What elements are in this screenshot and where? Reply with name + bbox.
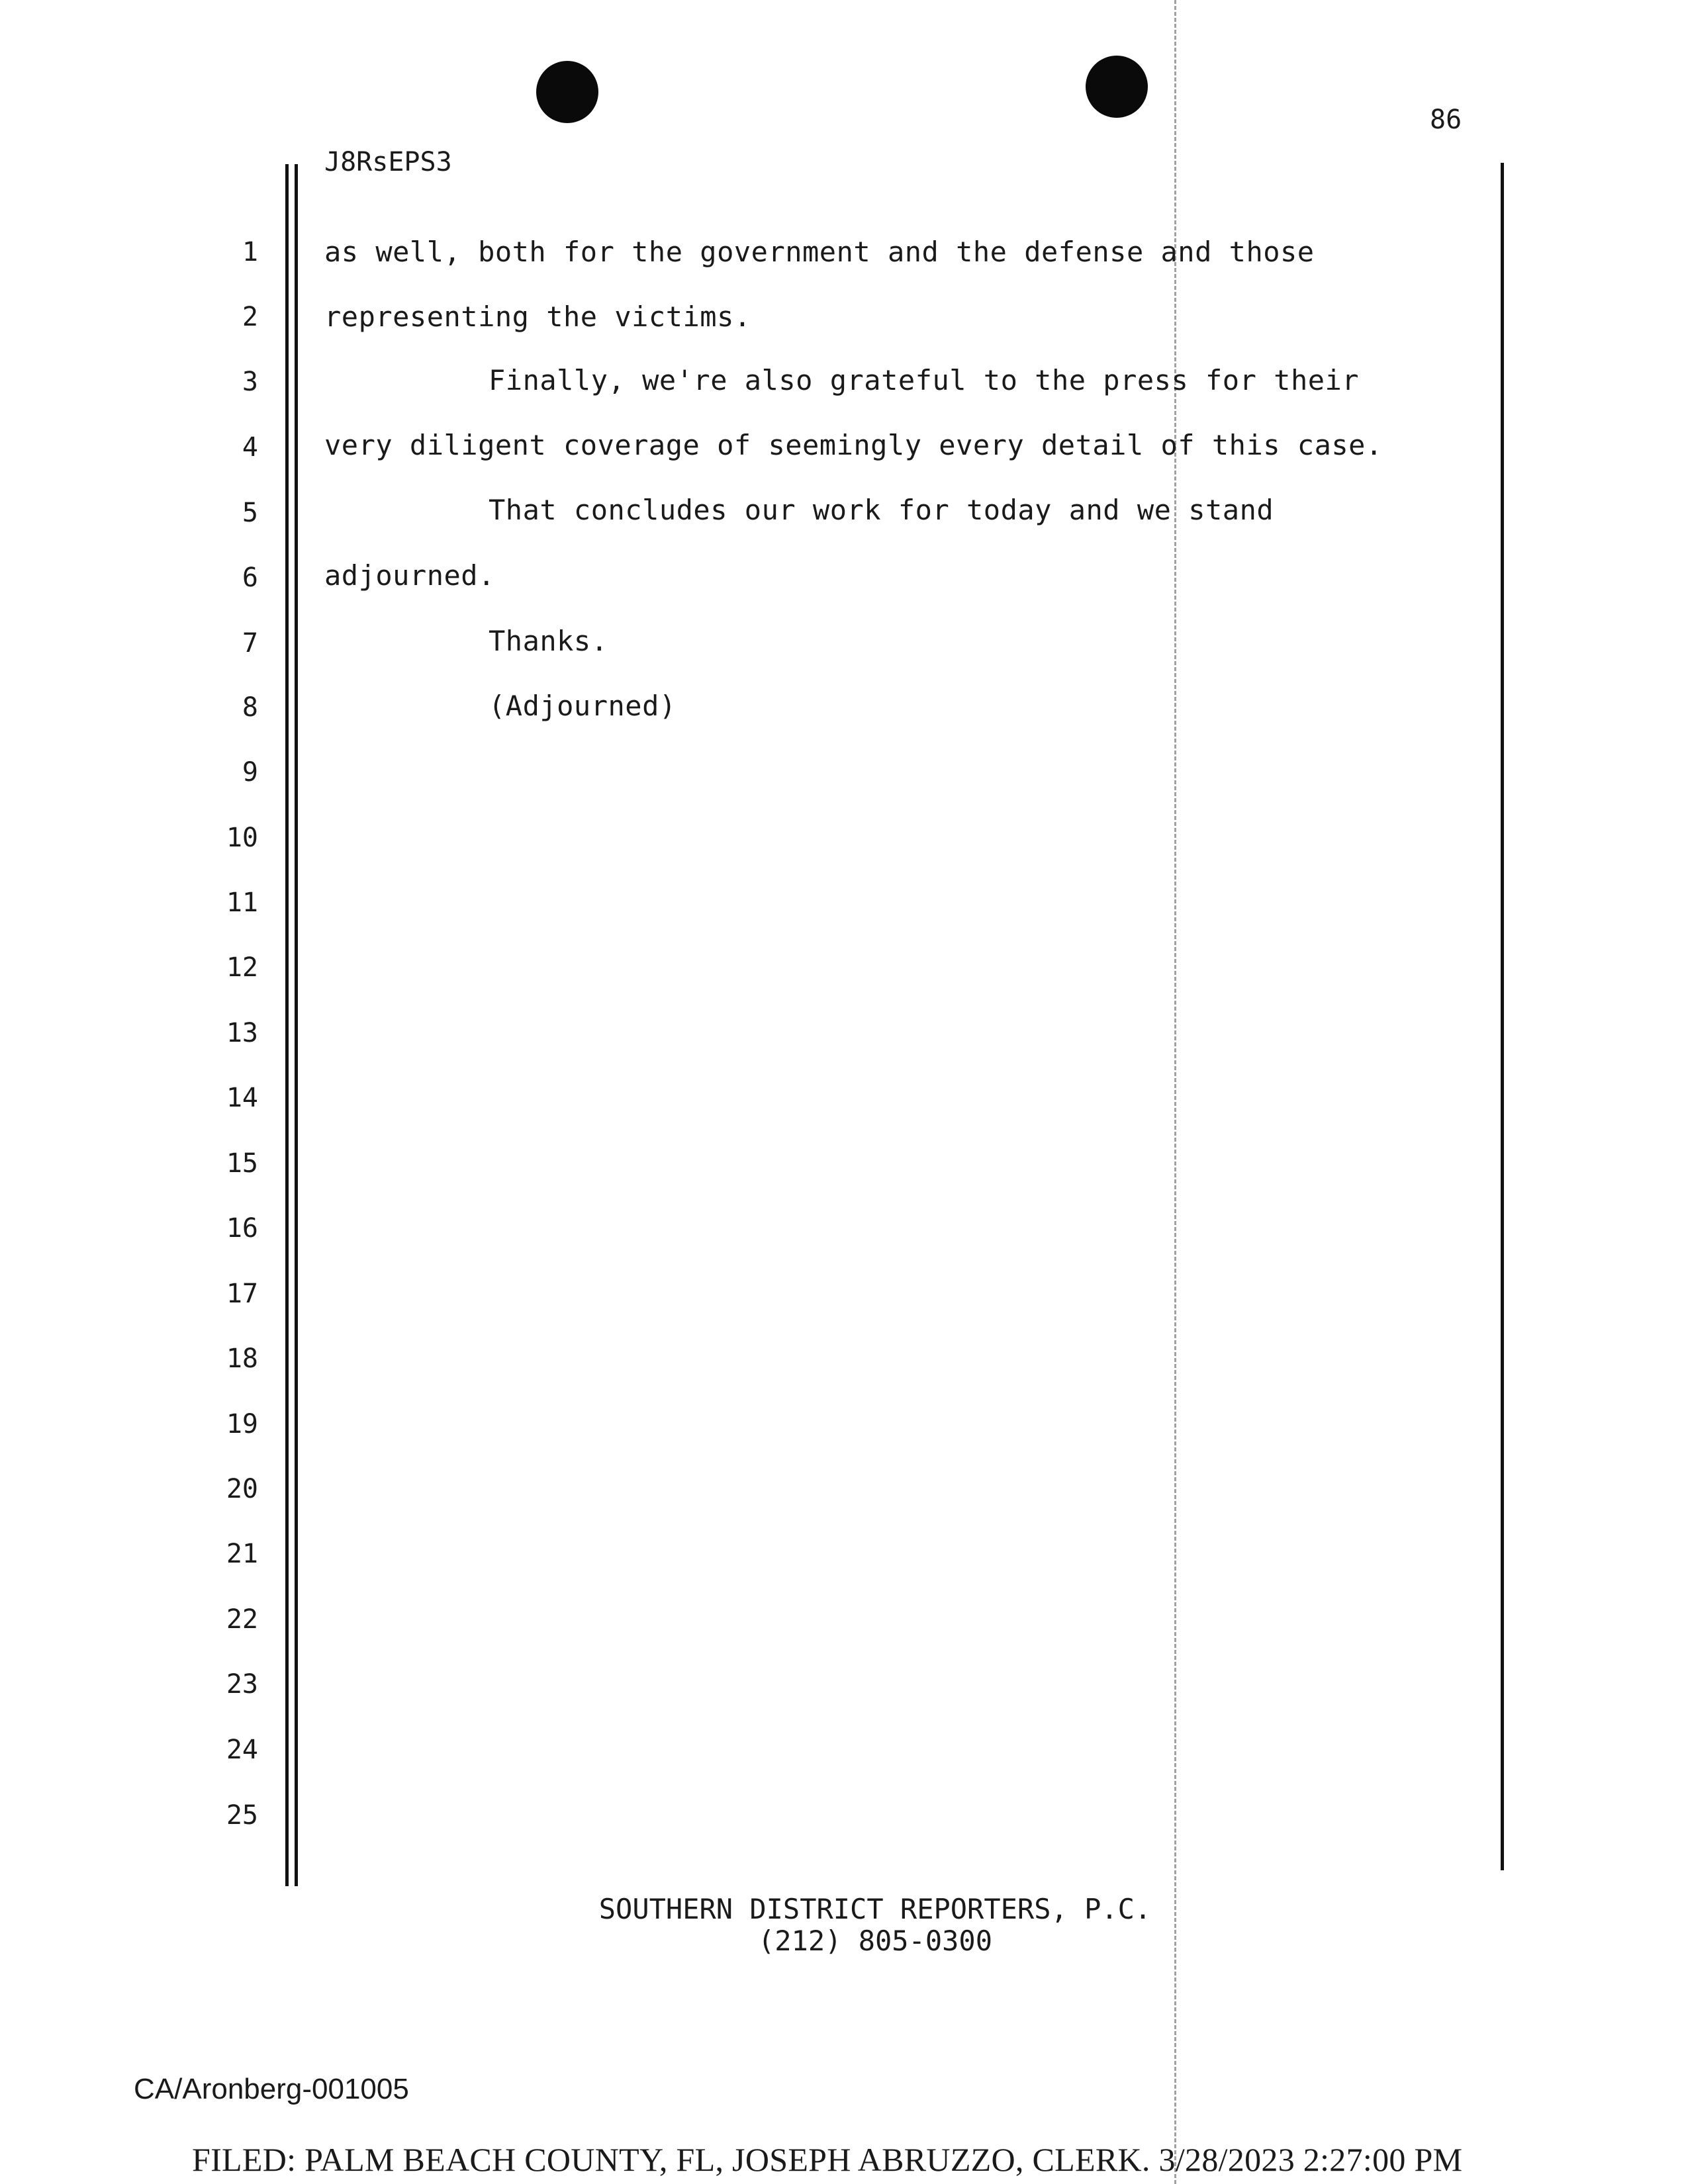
line-number: 7 [242,628,258,659]
line-number: 16 [226,1213,258,1244]
reporter-name: SOUTHERN DISTRICT REPORTERS, P.C. [598,1893,1152,1925]
line-number: 23 [226,1669,258,1700]
left-margin-rule-inner [295,164,298,1886]
transcript-line: very diligent coverage of seemingly every detail of this case. [324,429,1383,461]
transcript-line: Thanks. [489,625,608,657]
transcript-line: (Adjourned) [489,690,677,722]
line-number: 20 [226,1474,258,1504]
line-number: 10 [226,823,258,853]
line-number: 3 [242,367,258,397]
line-number: 2 [242,302,258,332]
line-number: 4 [242,432,258,463]
page-number: 86 [1430,105,1462,135]
line-number: 13 [226,1018,258,1048]
line-number: 12 [226,952,258,983]
transcript-line: adjourned. [324,559,495,592]
punch-hole-right [1086,56,1148,118]
transcript-line: as well, both for the government and the defense and those [324,236,1315,268]
line-number: 25 [226,1800,258,1831]
line-number: 9 [242,757,258,788]
line-number: 24 [226,1735,258,1765]
reporter-phone: (212) 805-0300 [757,1925,992,1957]
transcript-line: representing the victims. [324,300,751,333]
line-number: 14 [226,1083,258,1113]
line-number: 18 [226,1343,258,1374]
document-code: J8RsEPS3 [324,147,452,177]
line-number: 6 [242,563,258,593]
right-margin-rule [1501,163,1504,1870]
scan-fold-line [1174,0,1176,2184]
transcript-line: Finally, we're also grateful to the press for their [489,364,1360,396]
filed-stamp: FILED: PALM BEACH COUNTY, FL, JOSEPH ABRUZZO, CLERK. 3/28/2023 2:27:00 PM [192,2141,1463,2178]
line-number: 19 [226,1409,258,1439]
line-number: 11 [226,887,258,918]
line-number: 21 [226,1539,258,1569]
bates-number: CA/Aronberg-001005 [134,2073,409,2105]
line-number: 5 [242,498,258,528]
line-number: 8 [242,692,258,723]
line-number: 22 [226,1604,258,1635]
left-margin-rule [285,164,289,1886]
transcript-line: That concludes our work for today and we stand [489,494,1274,526]
line-number: 1 [242,237,258,267]
punch-hole-left [536,61,598,123]
line-number: 17 [226,1279,258,1309]
line-number: 15 [226,1148,258,1179]
